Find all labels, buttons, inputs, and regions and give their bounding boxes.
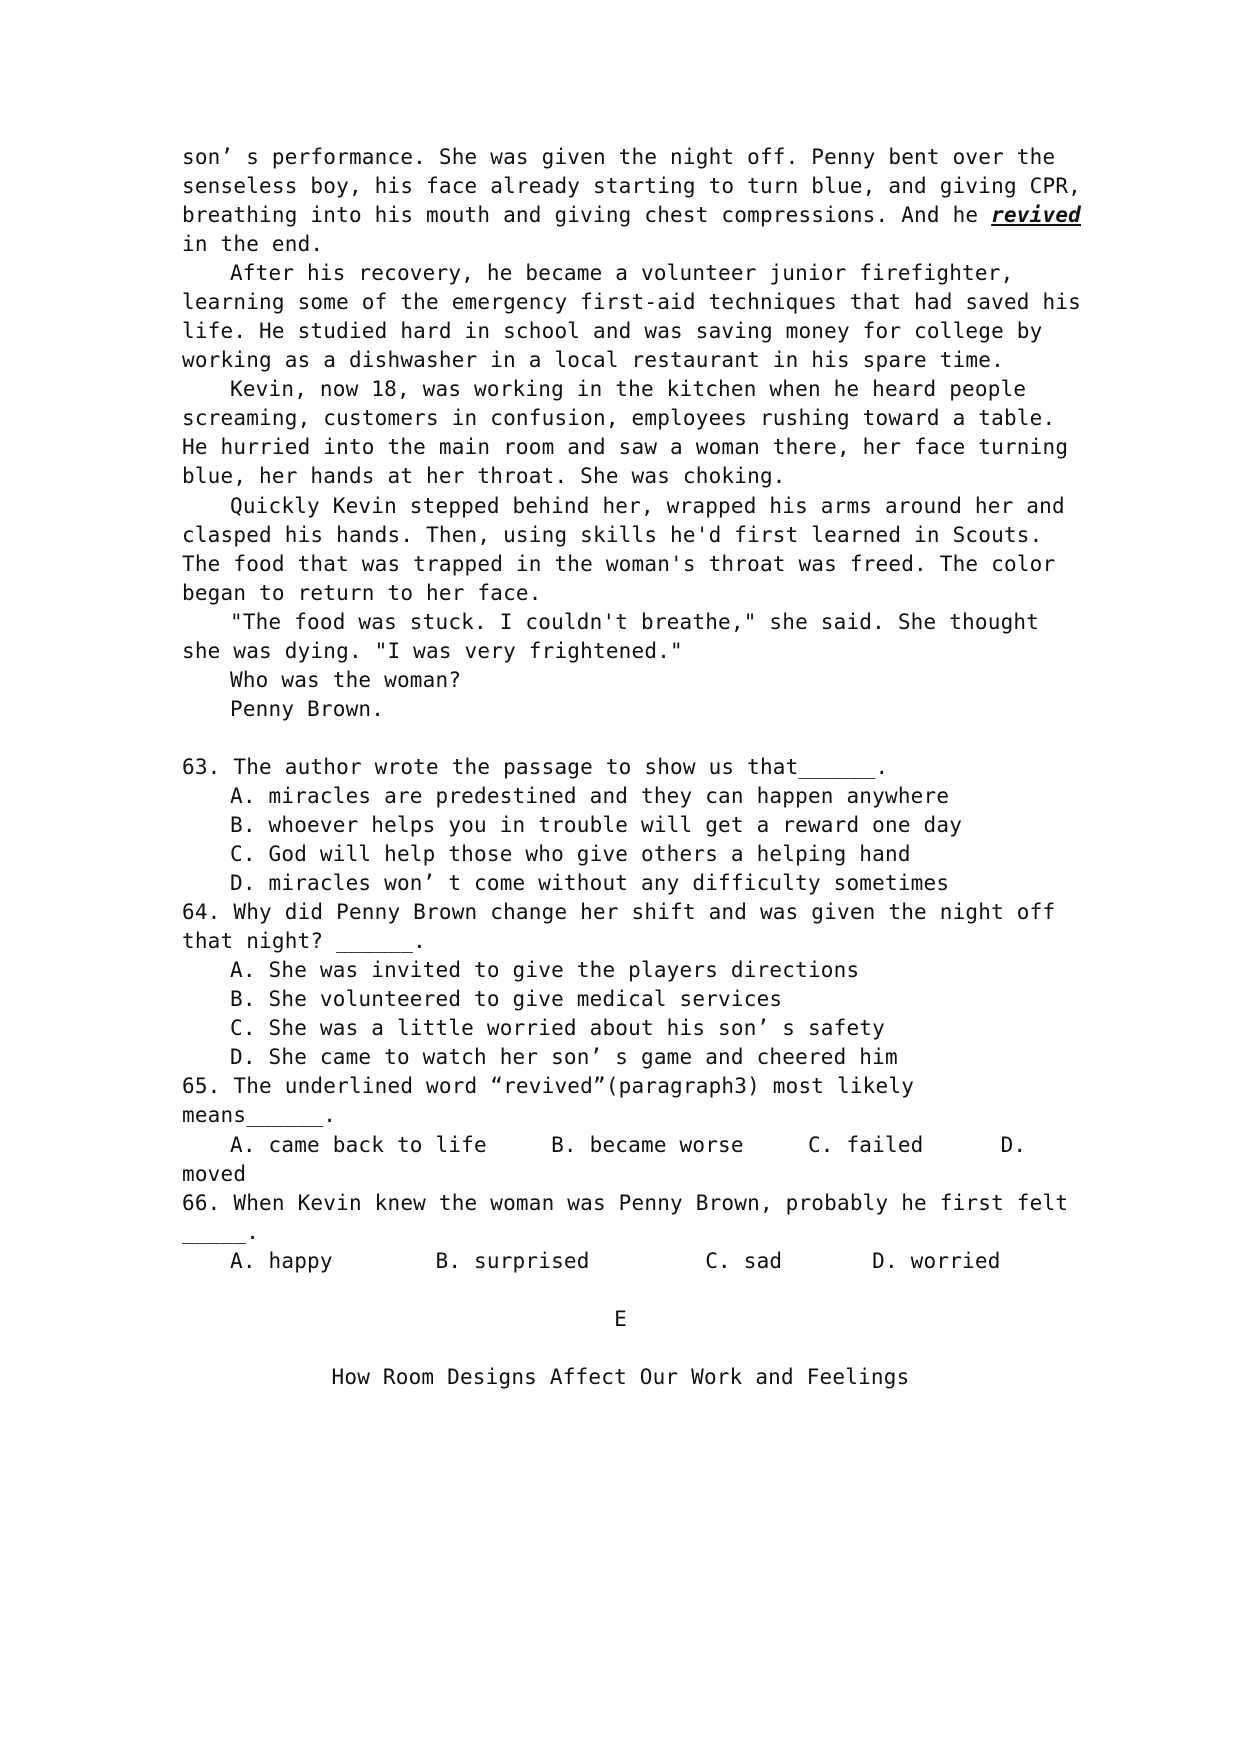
passage-line: working as a dishwasher in a local restaurant in his spare time. [182, 348, 1004, 372]
options-row-cont: moved [182, 1162, 247, 1186]
section-title: How Room Designs Affect Our Work and Feelings [331, 1365, 910, 1389]
underlined-word-revived: revived [991, 203, 1082, 227]
options-row: A. came back to life B. became worse C. failed D. [230, 1133, 1027, 1157]
passage-line: began to return to her face. [182, 581, 542, 605]
passage-line: Who was the woman? [230, 668, 462, 692]
option-c: C. God will help those who give others a helping hand [230, 842, 911, 866]
option-c: C. She was a little worried about his son’ s safety [230, 1016, 885, 1040]
question-stem: 65. The underlined word “revived”(paragraph3) most likely [182, 1074, 915, 1098]
passage-line: "The food was stuck. I couldn't breathe," she said. She thought [230, 610, 1040, 634]
passage-line: blue, her hands at her throat. She was choking. [182, 464, 786, 488]
passage-line: After his recovery, he became a volunteer junior firefighter, [230, 261, 1014, 285]
option-b: B. She volunteered to give medical services [230, 987, 783, 1011]
option-d: D. She came to watch her son’ s game and cheered him [230, 1045, 898, 1069]
question-stem: 64. Why did Penny Brown change her shift and was given the night off [182, 900, 1056, 924]
passage-line: clasped his hands. Then, using skills he'd first learned in Scouts. [182, 523, 1043, 547]
passage-line: she was dying. "I was very frightened." [182, 639, 683, 663]
section-letter: E [614, 1307, 627, 1331]
option-a: A. She was invited to give the players directions [230, 958, 860, 982]
question-stem: 66. When Kevin knew the woman was Penny Brown, probably he first felt [182, 1191, 1069, 1215]
passage-line: son’ s performance. She was given the night off. Penny bent over the [182, 145, 1056, 169]
passage-line: Kevin, now 18, was working in the kitchen when he heard people [230, 377, 1027, 401]
passage-line: in the end. [182, 232, 324, 256]
option-a: A. miracles are predestined and they can happen anywhere [230, 784, 950, 808]
passage-line: life. He studied hard in school and was saving money for college by [182, 319, 1043, 343]
option-d: D. miracles won’ t come without any difficulty sometimes [230, 871, 950, 895]
passage-line: He hurried into the main room and saw a woman there, her face turning [182, 435, 1069, 459]
passage-line: Penny Brown. [230, 697, 385, 721]
passage-line: screaming, customers in confusion, employees rushing toward a table. [182, 406, 1056, 430]
options-row: A. happy B. surprised C. sad D. worried [230, 1249, 1001, 1273]
passage-line-text: breathing into his mouth and giving chest compressions. And he [182, 203, 992, 227]
question-stem-cont: _____. [182, 1220, 260, 1244]
passage-line: senseless boy, his face already starting to turn blue, and giving CPR, [182, 174, 1082, 198]
passage-line: learning some of the emergency first-aid techniques that had saved his [182, 290, 1082, 314]
question-stem-cont: means______. [182, 1103, 337, 1127]
passage-line: Quickly Kevin stepped behind her, wrapped his arms around her and [230, 494, 1065, 518]
passage-line: The food that was trapped in the woman's throat was freed. The color [182, 552, 1056, 576]
question-stem: 63. The author wrote the passage to show us that______. [182, 755, 889, 779]
option-b: B. whoever helps you in trouble will get a reward one day [230, 813, 963, 837]
question-stem-cont: that night? ______. [182, 929, 427, 953]
